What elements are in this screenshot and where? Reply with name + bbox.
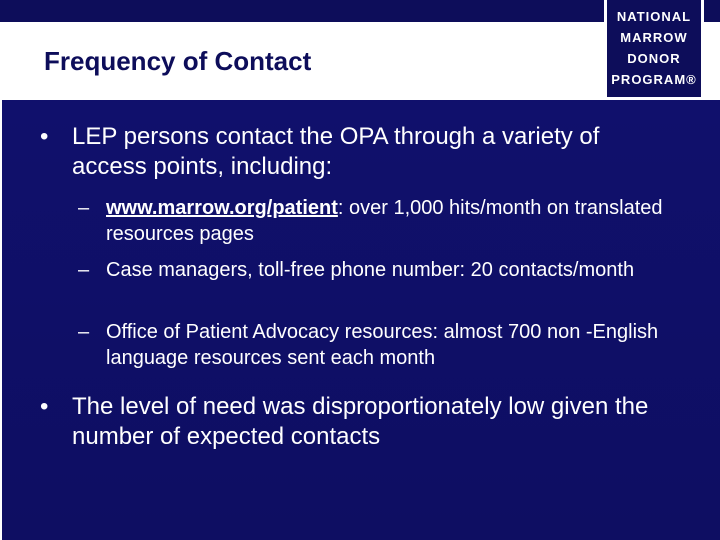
bullet-2 [40,392,680,452]
sub-bullet-text-rest: : over 1,000 hits/month on translated resources pages [106,197,663,245]
patient-link[interactable]: www.marrow.org/patient [106,197,338,219]
slide-title: Frequency of Contact [44,46,312,76]
sub-bullet-text: Office of Patient Advocacy resources: almost 700 non -English language resources sent each month [106,321,659,369]
nmdp-logo [604,0,704,100]
slide-body [0,100,720,540]
bullet-text: The level of need was disproportionately low given the number of expected contacts [72,393,649,450]
logo-line-3: DONOR [627,51,681,66]
sub-bullet-1 [78,195,698,247]
sub-bullet-marker: – [78,321,90,343]
bullet-marker: • [40,393,49,420]
sub-bullet-marker: – [78,197,90,219]
sub-bullet-3 [78,319,698,371]
sub-bullet-text [106,195,698,247]
logo-line-4: PROGRAM® [611,72,697,87]
sub-bullet-2 [78,257,698,283]
bullet-marker: • [40,123,49,150]
bullet-text: LEP persons contact the OPA through a variety of access points, including: [72,123,600,180]
logo-line-1: NATIONAL [616,9,692,24]
bullet-1 [40,122,680,182]
sub-bullet-text: Case managers, toll-free phone number: 20 contacts/month [106,259,635,281]
sub-bullet-marker: – [78,259,90,281]
logo-line-2: MARROW [620,30,688,45]
